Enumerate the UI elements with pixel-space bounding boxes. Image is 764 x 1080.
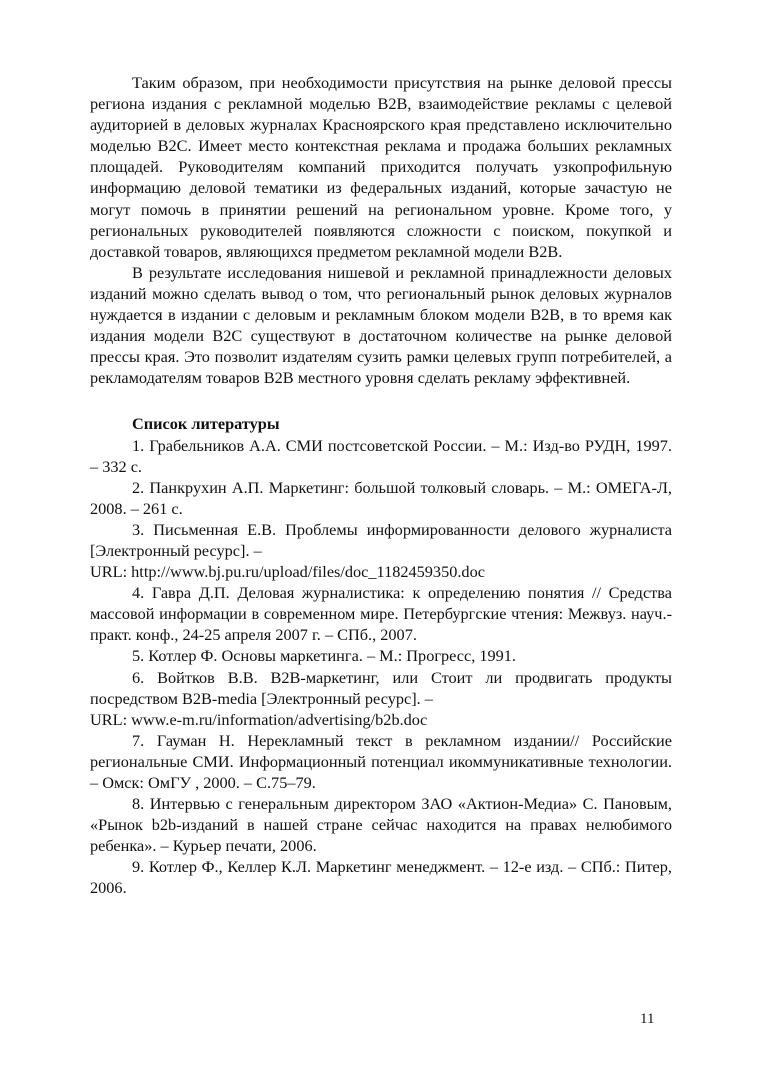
body-paragraph-2: В результате исследования нишевой и рекламной принадлежности деловых изданий можно сделать вывод о том, что региональный рынок деловых журналов нуждается в издании с деловым и рекламным блоком модели В2В, в то время как издания модели В2С существуют в достаточном количестве на рынке деловой прессы края. Это позволит издателям сузить рамки целевых групп потребителей, а рекламодателям товаров В2В местного уровня сделать рекламу эффективней. [90, 262, 672, 388]
reference-item-9: 9. Котлер Ф., Келлер К.Л. Маркетинг менеджмент. – 12-е изд. – СПб.: Питер, 2006. [90, 857, 672, 898]
page-number: 11 [640, 1011, 655, 1027]
references-heading: Список литературы [132, 414, 280, 434]
reference-item-3-url: URL: http://www.bj.pu.ru/upload/files/doc_1182459350.doc [90, 562, 485, 582]
reference-item-3: 3. Письменная Е.В. Проблемы информированности делового журналиста [Электронный ресурс]. – [90, 519, 672, 560]
body-paragraph-1: Таким образом, при необходимости присутствия на рынке деловой прессы региона издания с рекламной моделью В2В, взаимодействие рекламы с целевой аудиторией в деловых журналах Красноярского края представлено исключительно моделью В2С. Имеет место контекстная реклама и продажа больших рекламных площадей. Руководителям компаний приходится получать узкопрофильную информацию деловой тематики из федеральных изданий, которые зачастую не могут помочь в принятии решений на региональном уровне. Кроме того, у региональных руководителей появляются сложности с поиском, покупкой и доставкой товаров, являющихся предметом рекламной модели В2В. [90, 73, 672, 261]
reference-item-5: 5. Котлер Ф. Основы маркетинга. – М.: Прогресс, 1991. [132, 646, 517, 666]
reference-item-7: 7. Гауман Н. Нерекламный текст в рекламном издании// Российские региональные СМИ. Информационный потенциал икоммуникативные технологии. – Омск: ОмГУ , 2000. – С.75–79. [90, 730, 672, 792]
reference-item-6-url: URL: www.e-m.ru/information/advertising/b2b.doc [90, 709, 428, 729]
reference-item-2: 2. Панкрухин А.П. Маркетинг: большой толковый словарь. – М.: ОМЕГА-Л, 2008. – 261 с. [90, 477, 672, 518]
reference-item-8: 8. Интервью с генеральным директором ЗАО «Актион-Медиа» С. Пановым, «Рынок b2b-изданий в нашей стране сейчас находится на правах нелюбимого ребенка». – Курьер печати, 2006. [90, 794, 672, 856]
references-section [90, 413, 672, 898]
document-page [90, 72, 672, 899]
reference-item-6: 6. Войтков В.В. B2B-маркетинг, или Стоит ли продвигать продукты посредством B2B-media [Электронный ресурс]. – [90, 667, 672, 708]
reference-item-1: 1. Грабельников А.А. СМИ постсоветской России. – М.: Изд-во РУДН, 1997. – 332 с. [90, 435, 672, 476]
reference-item-4: 4. Гавра Д.П. Деловая журналистика: к определению понятия // Средства массовой информации в современном мире. Петербургские чтения: Межвуз. науч.-практ. конф., 24-25 апреля 2007 г. – СПб., 2007. [90, 583, 672, 645]
